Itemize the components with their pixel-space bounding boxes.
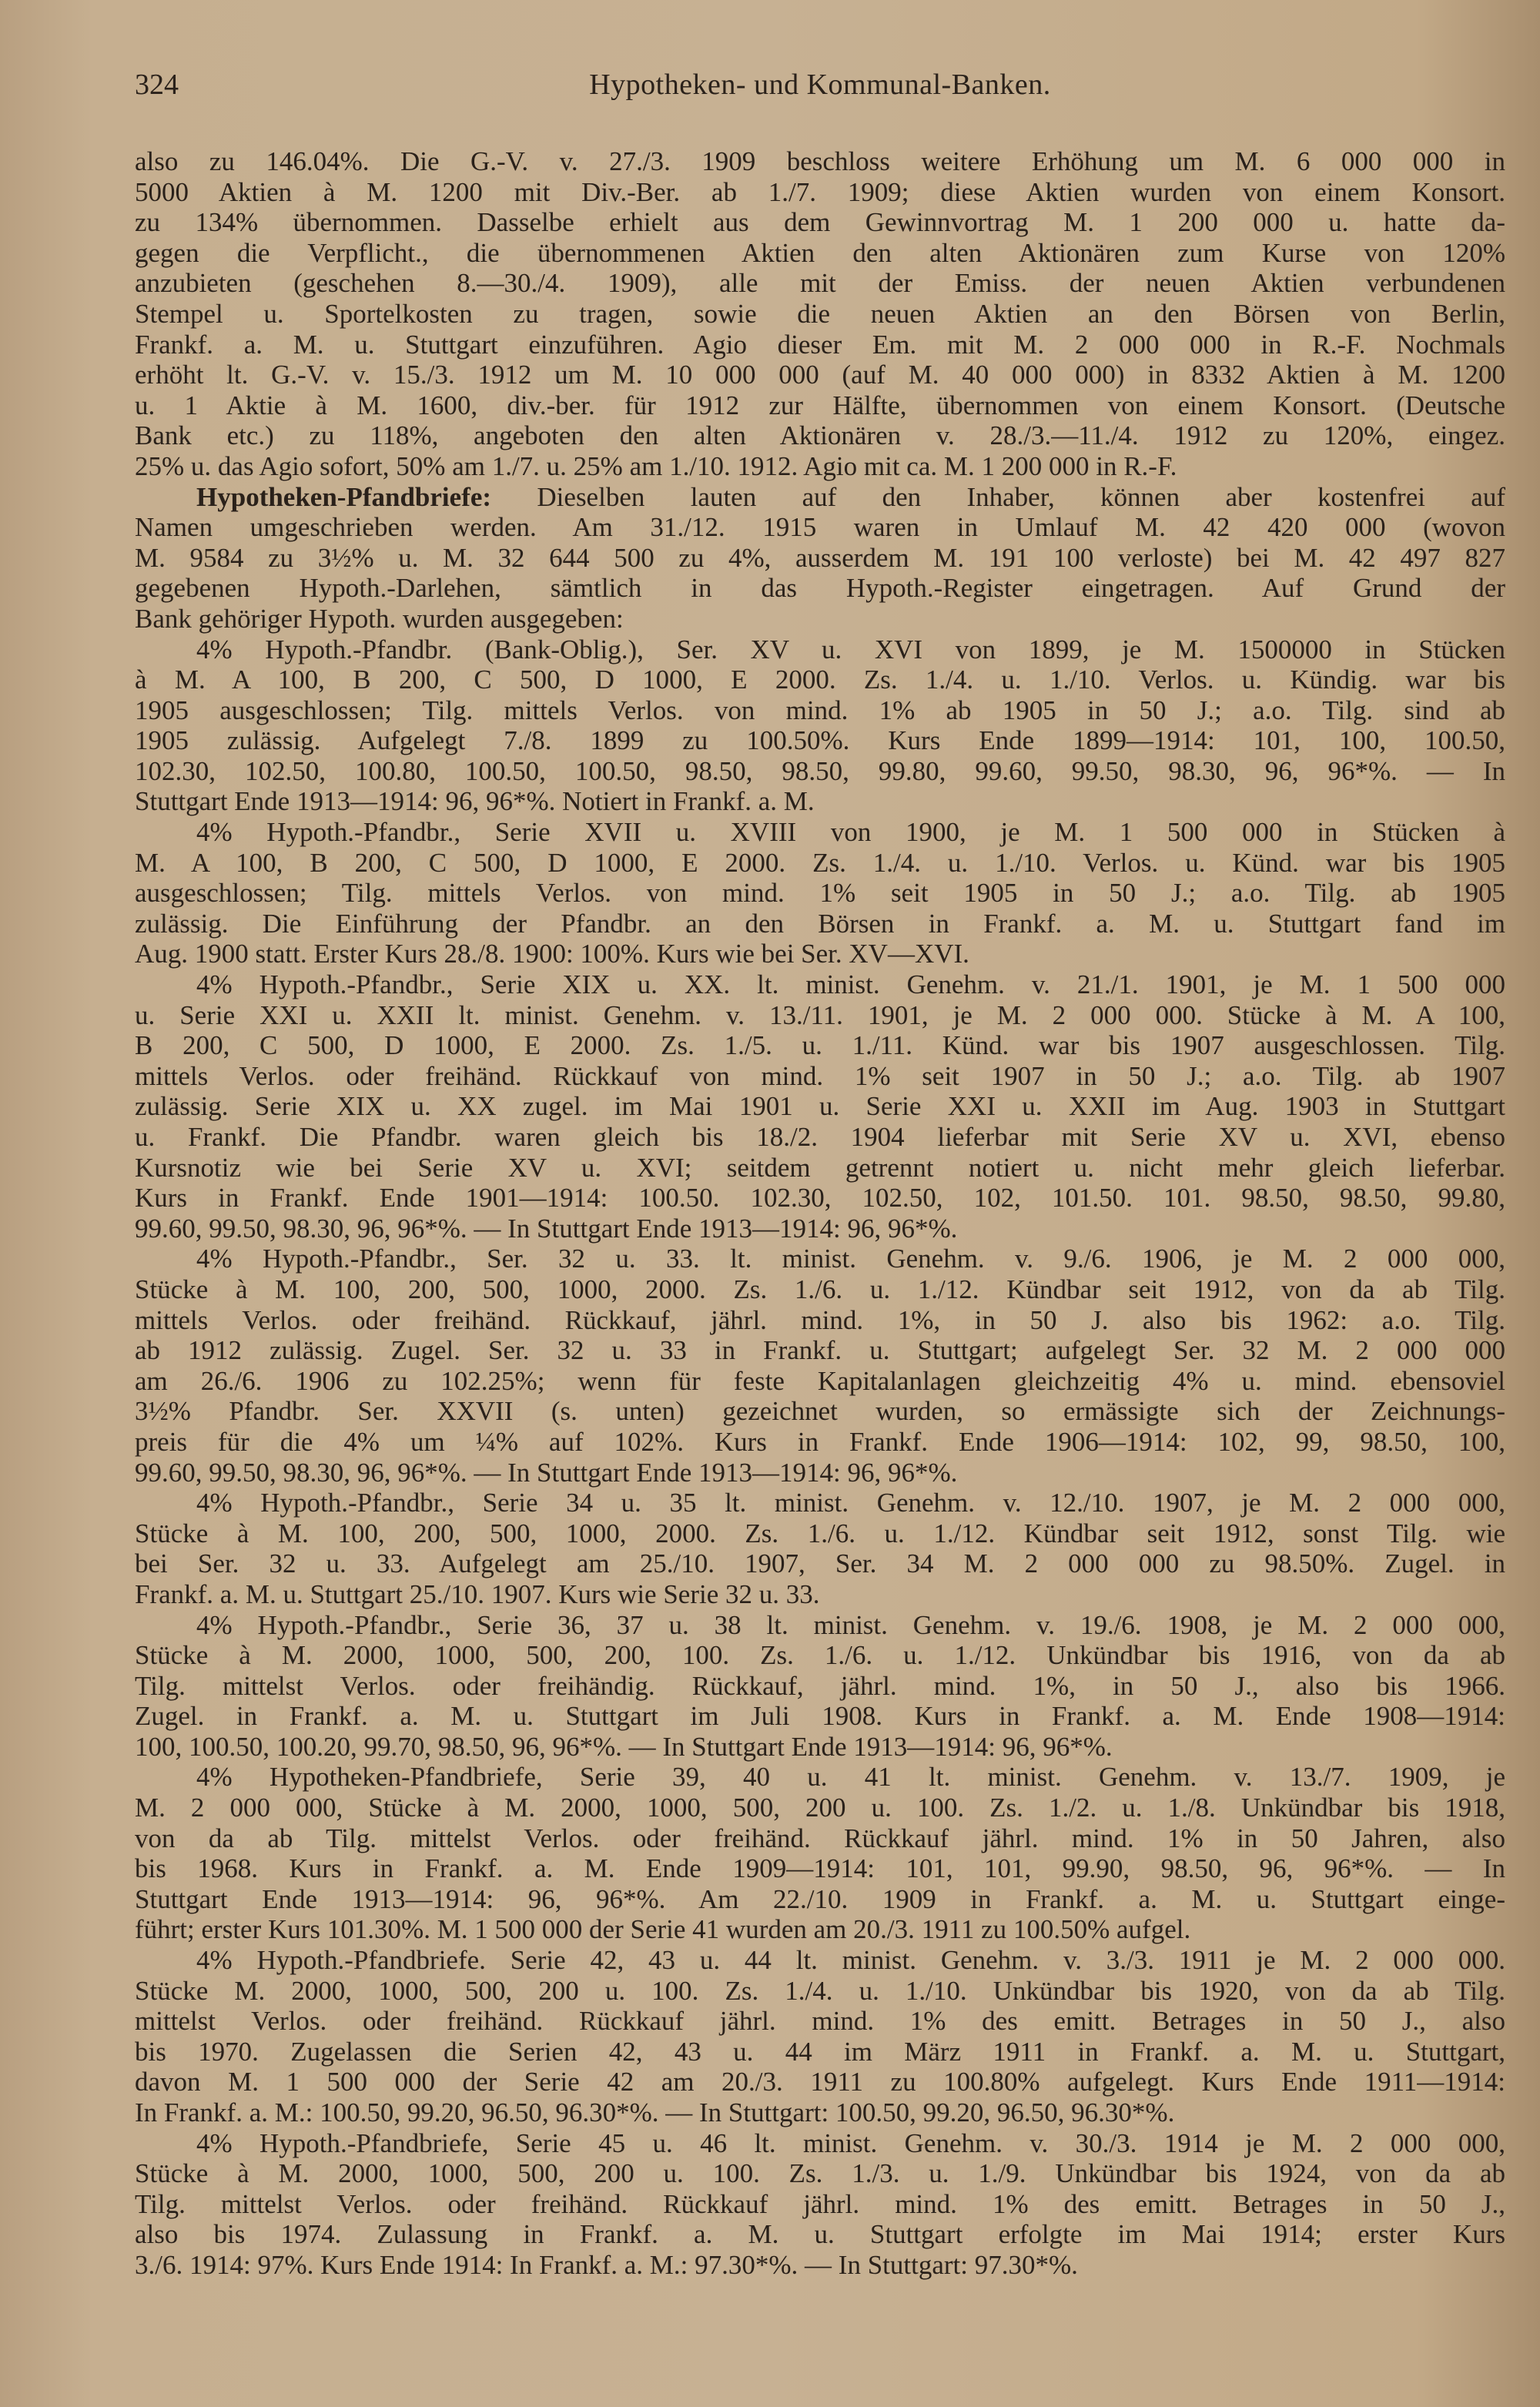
section-heading: Hypotheken-Pfandbriefe: [196, 481, 492, 512]
text-line: B 200, C 500, D 1000, E 2000. Zs. 1./5. u. 1./11. Künd. war bis 1907 ausgeschlossen. Tilg. [135, 1030, 1505, 1061]
text-line: 4% Hypoth.-Pfandbr., Serie 34 u. 35 lt. minist. Genehm. v. 12./10. 1907, je M. 2 000 000, [196, 1488, 1505, 1518]
text-line: Stempel u. Sportelkosten zu tragen, sowie die neuen Aktien an den Börsen von Berlin, [135, 298, 1505, 329]
text-line: 100, 100.50, 100.20, 99.70, 98.50, 96, 96*%. — In Stuttgart Ende 1913—1914: 96, 96*%. [135, 1731, 1113, 1762]
text-line: à M. A 100, B 200, C 500, D 1000, E 2000. Zs. 1./4. u. 1./10. Verlos. u. Kündig. war bis [135, 665, 1505, 695]
text-line: Stücke à M. 2000, 1000, 500, 200, 100. Zs. 1./6. u. 1./12. Unkündbar bis 1916, von da ab [135, 1640, 1505, 1671]
text-line: Frankf. a. M. u. Stuttgart einzuführen. Agio dieser Em. mit M. 2 000 000 in R.-F. Nochmals [135, 329, 1505, 360]
paragraph [135, 969, 1505, 1244]
text-line: Tilg. mittelst Verlos. oder freihändig. Rückkauf, jährl. mind. 1%, in 50 J., also bis 1966. [135, 1670, 1505, 1701]
text-line: Bank etc.) zu 118%, angeboten den alten Aktionären v. 28./3.—11./4. 1912 zu 120%, eingez. [135, 420, 1505, 451]
text-line: 5000 Aktien à M. 1200 mit Div.-Ber. ab 1./7. 1909; diese Aktien wurden von einem Konsort. [135, 176, 1505, 207]
text-line: also bis 1974. Zulassung in Frankf. a. M. u. Stuttgart erfolgte im Mai 1914; erster Kurs [135, 2219, 1505, 2250]
page-header [135, 68, 1505, 106]
text-line: ab 1912 zulässig. Zugel. Ser. 32 u. 33 in Frankf. u. Stuttgart; aufgelegt Ser. 32 M. 2 000 000 [135, 1335, 1505, 1366]
text-line: u. Frankf. Die Pfandbr. waren gleich bis 18./2. 1904 lieferbar mit Serie XV u. XVI, ebenso [135, 1122, 1505, 1152]
text-line: Frankf. a. M. u. Stuttgart 25./10. 1907. Kurs wie Serie 32 u. 33. [135, 1578, 820, 1609]
text-line: 4% Hypoth.-Pfandbriefe. Serie 42, 43 u. 44 lt. minist. Genehm. v. 3./3. 1911 je M. 2 000 000. [196, 1945, 1505, 1976]
text-line: bis 1970. Zugelassen die Serien 42, 43 u. 44 im März 1911 in Frankf. a. M. u. Stuttgart, [135, 2036, 1505, 2067]
paragraph [135, 482, 1505, 634]
text-line: zulässig. Die Einführung der Pfandbr. an den Börsen in Frankf. a. M. u. Stuttgart fand im [135, 908, 1505, 939]
paragraph [135, 817, 1505, 969]
text-line: M. 9584 zu 3½% u. M. 32 644 500 zu 4%, ausserdem M. 191 100 verloste) bei M. 42 497 827 [135, 542, 1505, 573]
text-line: gegen die Verpflicht., die übernommenen Aktien den alten Aktionären zum Kurse von 120% [135, 237, 1505, 268]
paragraph [135, 2128, 1505, 2281]
text-line: Stücke à M. 100, 200, 500, 1000, 2000. Zs. 1./6. u. 1./12. Kündbar seit 1912, sonst Tilg. wie [135, 1518, 1505, 1548]
running-title: Hypotheken- und Kommunal-Banken. [589, 69, 1051, 101]
text-line: 1905 ausgeschlossen; Tilg. mittels Verlos. von mind. 1% ab 1905 in 50 J.; a.o. Tilg. sind ab [135, 695, 1505, 725]
paragraph [135, 146, 1505, 482]
text-line: also zu 146.04%. Die G.-V. v. 27./3. 1909 beschloss weitere Erhöhung um M. 6 000 000 in [135, 146, 1505, 176]
text-line: 3½% Pfandbr. Ser. XXVII (s. unten) gezeichnet wurden, so ermässigte sich der Zeichnungs- [135, 1396, 1505, 1427]
page-body [135, 146, 1505, 2281]
text-line: Stücke à M. 100, 200, 500, 1000, 2000. Zs. 1./6. u. 1./12. Kündbar seit 1912, von da ab Tilg. [135, 1274, 1505, 1304]
text-line: 4% Hypoth.-Pfandbriefe, Serie 45 u. 46 lt. minist. Genehm. v. 30./3. 1914 je M. 2 000 000, [196, 2127, 1505, 2158]
line-text: Dieselben lauten auf den Inhaber, können aber kostenfrei auf [537, 481, 1506, 512]
text-line: mittelst Verlos. oder freihänd. Rückkauf jährl. mind. 1% des emitt. Betrages in 50 J., also [135, 2006, 1505, 2037]
text-line: mittels Verlos. oder freihänd. Rückkauf von mind. 1% seit 1907 in 50 J.; a.o. Tilg. ab 1907 [135, 1060, 1505, 1091]
page-number: 324 [135, 69, 179, 101]
text-line: 99.60, 99.50, 98.30, 96, 96*%. — In Stuttgart Ende 1913—1914: 96, 96*%. [135, 1457, 958, 1488]
text-line: führt; erster Kurs 101.30%. M. 1 500 000 der Serie 41 wurden am 20./3. 1911 zu 100.50% aufgel. [135, 1914, 1191, 1945]
text-line: u. Serie XXI u. XXII lt. minist. Genehm. v. 13./11. 1901, je M. 2 000 000. Stücke à M. A 100, [135, 999, 1505, 1030]
text-line: 4% Hypoth.-Pfandbr., Serie XVII u. XVIII von 1900, je M. 1 500 000 in Stücken à [196, 817, 1505, 848]
paragraph [135, 1762, 1505, 1945]
text-line: Tilg. mittelst Verlos. oder freihänd. Rückkauf jährl. mind. 1% des emitt. Betrages in 50 J., [135, 2188, 1505, 2219]
text-line: zulässig. Serie XIX u. XX zugel. im Mai 1901 u. Serie XXI u. XXII im Aug. 1903 in Stuttgart [135, 1091, 1505, 1122]
text-line: 4% Hypoth.-Pfandbr., Serie 36, 37 u. 38 lt. minist. Genehm. v. 19./6. 1908, je M. 2 000 000, [196, 1609, 1505, 1640]
text-line: davon M. 1 500 000 der Serie 42 am 20./3. 1911 zu 100.80% aufgelegt. Kurs Ende 1911—1914: [135, 2067, 1505, 2097]
text-line: von da ab Tilg. mittelst Verlos. oder freihänd. Rückkauf jährl. mind. 1% in 50 Jahren, also [135, 1823, 1505, 1853]
text-line: M. A 100, B 200, C 500, D 1000, E 2000. Zs. 1./4. u. 1./10. Verlos. u. Künd. war bis 1905 [135, 847, 1505, 878]
text-line: Kursnotiz wie bei Serie XV u. XVI; seitdem getrennt notiert u. nicht mehr gleich lieferbar. [135, 1152, 1505, 1183]
text-line: ausgeschlossen; Tilg. mittels Verlos. von mind. 1% seit 1905 in 50 J.; a.o. Tilg. ab 1905 [135, 878, 1505, 909]
text-line: u. 1 Aktie à M. 1600, div.-ber. für 1912 zur Hälfte, übernommen von einem Konsort. (Deutsche [135, 390, 1505, 420]
text-line: Zugel. in Frankf. a. M. u. Stuttgart im Juli 1908. Kurs in Frankf. a. M. Ende 1908—1914: [135, 1701, 1505, 1732]
paragraph [135, 1945, 1505, 2128]
paragraph [135, 1488, 1505, 1609]
text-line: Stücke M. 2000, 1000, 500, 200 u. 100. Zs. 1./4. u. 1./10. Unkündbar bis 1920, von da ab Tilg. [135, 1975, 1505, 2006]
text-line: bis 1968. Kurs in Frankf. a. M. Ende 1909—1914: 101, 101, 99.90, 98.50, 96, 96*%. — In [135, 1853, 1505, 1884]
text-line: 4% Hypoth.-Pfandbr., Serie XIX u. XX. lt. minist. Genehm. v. 21./1. 1901, je M. 1 500 000 [196, 969, 1505, 1000]
text-line: gegebenen Hypoth.-Darlehen, sämtlich in das Hypoth.-Register eingetragen. Auf Grund der [135, 573, 1505, 604]
text-line: 4% Hypoth.-Pfandbr. (Bank-Oblig.), Ser. XV u. XVI von 1899, je M. 1500000 in Stücken [196, 634, 1505, 665]
text-line: Namen umgeschrieben werden. Am 31./12. 1915 waren in Umlauf M. 42 420 000 (wovon [135, 512, 1505, 543]
text-line: 3./6. 1914: 97%. Kurs Ende 1914: In Frankf. a. M.: 97.30*%. — In Stuttgart: 97.30*%. [135, 2249, 1078, 2280]
text-line: Stuttgart Ende 1913—1914: 96, 96*%. Am 22./10. 1909 in Frankf. a. M. u. Stuttgart einge- [135, 1883, 1505, 1914]
text-line: zu 134% übernommen. Dasselbe erhielt aus dem Gewinnvortrag M. 1 200 000 u. hatte da- [135, 207, 1505, 238]
text-line: 1905 zulässig. Aufgelegt 7./8. 1899 zu 100.50%. Kurs Ende 1899—1914: 101, 100, 100.50, [135, 725, 1505, 756]
paragraph [135, 634, 1505, 818]
text-line: 4% Hypoth.-Pfandbr., Ser. 32 u. 33. lt. minist. Genehm. v. 9./6. 1906, je M. 2 000 000, [196, 1244, 1505, 1274]
text-line [135, 482, 1505, 513]
paragraph [135, 1610, 1505, 1763]
text-line: anzubieten (geschehen 8.—30./4. 1909), alle mit der Emiss. der neuen Aktien verbundenen [135, 268, 1505, 299]
text-line: In Frankf. a. M.: 100.50, 99.20, 96.50, 96.30*%. — In Stuttgart: 100.50, 99.20, 96.50, 96.30*%. [135, 2097, 1175, 2127]
text-line: M. 2 000 000, Stücke à M. 2000, 1000, 500, 200 u. 100. Zs. 1./2. u. 1./8. Unkündbar bis 1918, [135, 1793, 1505, 1823]
text-line: bei Ser. 32 u. 33. Aufgelegt am 25./10. 1907, Ser. 34 M. 2 000 000 zu 98.50%. Zugel. in [135, 1548, 1505, 1579]
text-line: Stücke à M. 2000, 1000, 500, 200 u. 100. Zs. 1./3. u. 1./9. Unkündbar bis 1924, von da ab [135, 2158, 1505, 2189]
paragraph [135, 1244, 1505, 1488]
text-line: 102.30, 102.50, 100.80, 100.50, 100.50, 98.50, 98.50, 99.80, 99.60, 99.50, 98.30, 96, 96*%. — In [135, 755, 1505, 786]
text-line: Bank gehöriger Hypoth. wurden ausgegeben: [135, 603, 624, 634]
text-line: mittels Verlos. oder freihänd. Rückkauf, jährl. mind. 1%, in 50 J. also bis 1962: a.o. Tilg. [135, 1304, 1505, 1335]
text-line: Stuttgart Ende 1913—1914: 96, 96*%. Notiert in Frankf. a. M. [135, 786, 815, 817]
text-line: 99.60, 99.50, 98.30, 96, 96*%. — In Stuttgart Ende 1913—1914: 96, 96*%. [135, 1213, 958, 1244]
text-line: preis für die 4% um ¼% auf 102%. Kurs in Frankf. Ende 1906—1914: 102, 99, 98.50, 100, [135, 1426, 1505, 1457]
text-line: erhöht lt. G.-V. v. 15./3. 1912 um M. 10 000 000 (auf M. 40 000 000) in 8332 Aktien à M. 1200 [135, 360, 1505, 390]
text-line: 4% Hypotheken-Pfandbriefe, Serie 39, 40 u. 41 lt. minist. Genehm. v. 13./7. 1909, je [196, 1762, 1505, 1793]
text-line: am 26./6. 1906 zu 102.25%; wenn für feste Kapitalanlagen gleichzeitig 4% u. mind. ebensoviel [135, 1365, 1505, 1396]
text-line: 25% u. das Agio sofort, 50% am 1./7. u. 25% am 1./10. 1912. Agio mit ca. M. 1 200 000 in R.-F. [135, 450, 1177, 481]
text-line: Kurs in Frankf. Ende 1901—1914: 100.50. 102.30, 102.50, 102, 101.50. 101. 98.50, 98.50, 99.80, [135, 1183, 1505, 1214]
text-line: Aug. 1900 statt. Erster Kurs 28./8. 1900: 100%. Kurs wie bei Ser. XV—XVI. [135, 939, 969, 969]
